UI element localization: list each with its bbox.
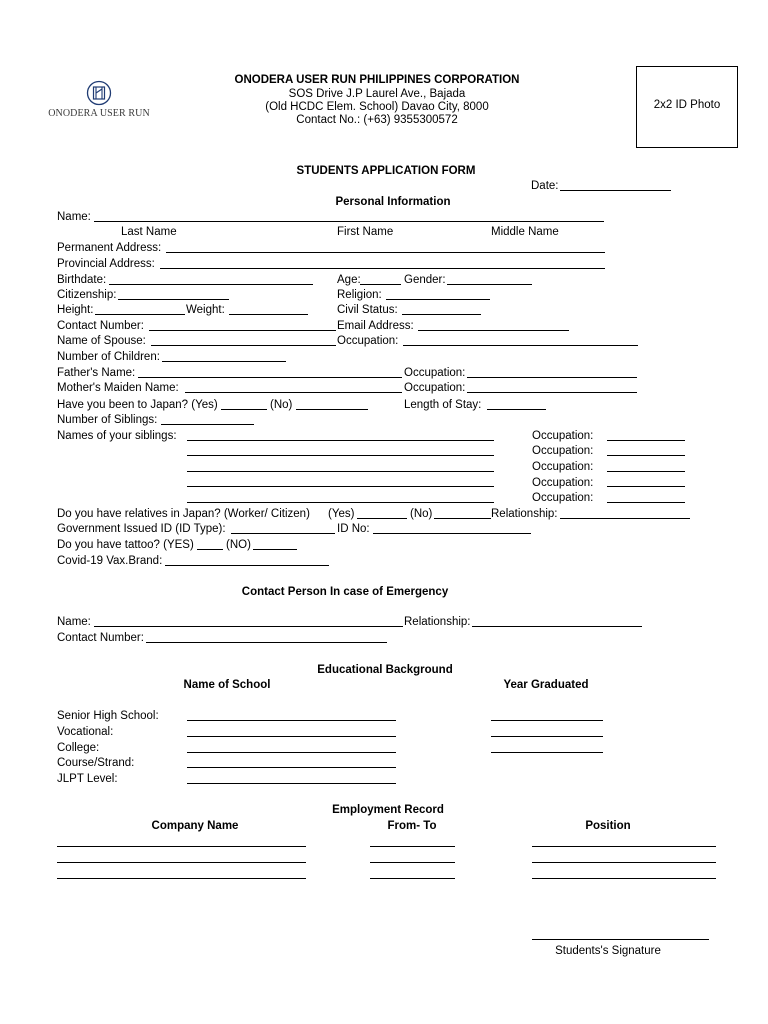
jlpt-label: JLPT Level: xyxy=(57,773,118,785)
relatives-no-label: (No) xyxy=(410,508,433,520)
mother-occupation-field[interactable] xyxy=(467,392,637,393)
college-year-field[interactable] xyxy=(491,752,603,753)
birthdate-field[interactable] xyxy=(109,284,313,285)
shs-year-field[interactable] xyxy=(491,720,603,721)
signature-field[interactable] xyxy=(532,939,709,940)
religion-field[interactable] xyxy=(386,299,490,300)
id-photo-label: 2x2 ID Photo xyxy=(653,99,721,111)
contact-number-field[interactable] xyxy=(149,330,336,331)
sibling-name-field[interactable] xyxy=(187,455,494,456)
children-label: Number of Children: xyxy=(57,351,160,363)
employment-company-field[interactable] xyxy=(57,846,306,847)
course-label: Course/Strand: xyxy=(57,757,135,769)
tattoo-no-label: (NO) xyxy=(226,539,251,551)
sibling-occupation-label: Occupation: xyxy=(532,477,594,489)
civil-status-label: Civil Status: xyxy=(337,304,398,316)
mother-occupation-label: Occupation: xyxy=(404,382,466,394)
tattoo-label: Do you have tattoo? (YES) xyxy=(57,539,194,551)
employment-company-field[interactable] xyxy=(57,862,306,863)
japan-visit-no-field[interactable] xyxy=(296,409,368,410)
mother-field[interactable] xyxy=(185,392,402,393)
course-field[interactable] xyxy=(187,767,396,768)
provincial-address-field[interactable] xyxy=(160,268,605,269)
spouse-field[interactable] xyxy=(151,345,336,346)
name-label: Name: xyxy=(57,211,91,223)
permanent-address-field[interactable] xyxy=(166,252,605,253)
employment-heading: Employment Record xyxy=(332,804,444,816)
father-occupation-label: Occupation: xyxy=(404,367,466,379)
japan-visit-no-label: (No) xyxy=(270,399,293,411)
company-column-header: Company Name xyxy=(151,820,239,832)
employment-dates-field[interactable] xyxy=(370,862,455,863)
sibling-occupation-label: Occupation: xyxy=(532,461,594,473)
company-address-line2: (Old HCDC Elem. School) Davao City, 8000 xyxy=(265,101,489,113)
tattoo-yes-field[interactable] xyxy=(197,549,223,550)
emergency-contact-label: Contact Number: xyxy=(57,632,144,644)
date-field[interactable] xyxy=(560,190,671,191)
sibling-name-field[interactable] xyxy=(187,440,494,441)
employment-position-field[interactable] xyxy=(532,846,716,847)
relatives-yes-label: (Yes) xyxy=(328,508,355,520)
covid-field[interactable] xyxy=(165,565,329,566)
college-label: College: xyxy=(57,742,100,754)
birthdate-label: Birthdate: xyxy=(57,274,107,286)
relatives-label: Do you have relatives in Japan? (Worker/ Citizen) xyxy=(57,508,310,520)
civil-status-field[interactable] xyxy=(402,314,481,315)
company-name: ONODERA USER RUN PHILIPPINES CORPORATION xyxy=(234,74,520,86)
vocational-label: Vocational: xyxy=(57,726,114,738)
weight-field[interactable] xyxy=(229,314,308,315)
siblings-count-field[interactable] xyxy=(161,424,254,425)
form-title: STUDENTS APPLICATION FORM xyxy=(296,165,476,177)
spouse-occupation-field[interactable] xyxy=(403,345,638,346)
provincial-address-label: Provincial Address: xyxy=(57,258,155,270)
from-to-column-header: From- To xyxy=(387,820,437,832)
spouse-label: Name of Spouse: xyxy=(57,335,146,347)
siblings-count-label: Number of Siblings: xyxy=(57,414,158,426)
contact-number-label: Contact Number: xyxy=(57,320,144,332)
employment-company-field[interactable] xyxy=(57,878,306,879)
weight-label: Weight: xyxy=(186,304,225,316)
emergency-relationship-label: Relationship: xyxy=(404,616,471,628)
signature-label: Students's Signature xyxy=(555,945,661,957)
length-of-stay-field[interactable] xyxy=(487,409,546,410)
sibling-occupation-field[interactable] xyxy=(607,486,685,487)
tattoo-no-field[interactable] xyxy=(253,549,297,550)
permanent-address-label: Permanent Address: xyxy=(57,242,162,254)
gender-field[interactable] xyxy=(447,284,532,285)
date-label: Date: xyxy=(531,180,559,192)
company-address-line1: SOS Drive J.P Laurel Ave., Bajada xyxy=(288,88,466,100)
id-no-field[interactable] xyxy=(373,533,531,534)
children-field[interactable] xyxy=(162,361,286,362)
logo-text: ONODERA USER RUN xyxy=(48,108,150,119)
shs-label: Senior High School: xyxy=(57,710,159,722)
middle-name-caption: Middle Name xyxy=(491,226,559,238)
citizenship-label: Citizenship: xyxy=(57,289,117,301)
company-logo xyxy=(40,74,158,124)
age-field[interactable] xyxy=(360,284,401,285)
sibling-occupation-field[interactable] xyxy=(607,440,685,441)
emergency-relationship-field[interactable] xyxy=(472,626,642,627)
company-contact: Contact No.: (+63) 9355300572 xyxy=(296,114,458,126)
employment-dates-field[interactable] xyxy=(370,878,455,879)
age-label: Age: xyxy=(337,274,361,286)
college-school-field[interactable] xyxy=(187,752,396,753)
citizenship-field[interactable] xyxy=(118,299,229,300)
gov-id-label: Government Issued ID (ID Type): xyxy=(57,523,226,535)
employment-position-field[interactable] xyxy=(532,878,716,879)
japan-visit-label: Have you been to Japan? (Yes) xyxy=(57,399,218,411)
mother-label: Mother's Maiden Name: xyxy=(57,382,179,394)
height-label: Height: xyxy=(57,304,94,316)
id-photo-box[interactable] xyxy=(636,66,738,148)
relatives-relationship-label: Relationship: xyxy=(491,508,558,520)
sibling-name-field[interactable] xyxy=(187,502,494,503)
sibling-occupation-label: Occupation: xyxy=(532,430,594,442)
gender-label: Gender: xyxy=(404,274,446,286)
vocational-year-field[interactable] xyxy=(491,736,603,737)
japan-visit-yes-field[interactable] xyxy=(221,409,267,410)
height-field[interactable] xyxy=(95,314,185,315)
email-field[interactable] xyxy=(418,330,569,331)
vocational-school-field[interactable] xyxy=(187,736,396,737)
sibling-occupation-field[interactable] xyxy=(607,471,685,472)
gov-id-type-field[interactable] xyxy=(231,533,335,534)
relatives-yes-field[interactable] xyxy=(357,518,407,519)
sibling-occupation-label: Occupation: xyxy=(532,445,594,457)
sibling-occupation-field[interactable] xyxy=(607,455,685,456)
covid-label: Covid-19 Vax.Brand: xyxy=(57,555,163,567)
emergency-name-field[interactable] xyxy=(94,626,403,627)
relatives-relationship-field[interactable] xyxy=(560,518,690,519)
year-column-header: Year Graduated xyxy=(503,679,589,691)
length-of-stay-label: Length of Stay: xyxy=(404,399,482,411)
last-name-caption: Last Name xyxy=(121,226,177,238)
father-field[interactable] xyxy=(138,377,402,378)
personal-info-heading: Personal Information xyxy=(335,196,451,208)
employment-dates-field[interactable] xyxy=(370,846,455,847)
id-no-label: ID No: xyxy=(337,523,370,535)
sibling-name-field[interactable] xyxy=(187,471,494,472)
emergency-contact-field[interactable] xyxy=(146,642,387,643)
onodera-logo-icon xyxy=(86,80,112,106)
school-column-header: Name of School xyxy=(183,679,271,691)
father-label: Father's Name: xyxy=(57,367,136,379)
shs-school-field[interactable] xyxy=(187,720,396,721)
position-column-header: Position xyxy=(585,820,631,832)
emergency-name-label: Name: xyxy=(57,616,91,628)
education-heading: Educational Background xyxy=(317,664,453,676)
father-occupation-field[interactable] xyxy=(467,377,637,378)
email-label: Email Address: xyxy=(337,320,414,332)
sibling-name-field[interactable] xyxy=(187,486,494,487)
siblings-names-label: Names of your siblings: xyxy=(57,430,177,442)
employment-position-field[interactable] xyxy=(532,862,716,863)
first-name-caption: First Name xyxy=(337,226,394,238)
jlpt-field[interactable] xyxy=(187,783,396,784)
sibling-occupation-label: Occupation: xyxy=(532,492,594,504)
religion-label: Religion: xyxy=(337,289,382,301)
relatives-no-field[interactable] xyxy=(434,518,491,519)
name-field[interactable] xyxy=(94,221,604,222)
spouse-occupation-label: Occupation: xyxy=(337,335,399,347)
emergency-heading: Contact Person In case of Emergency xyxy=(241,586,449,598)
sibling-occupation-field[interactable] xyxy=(607,502,685,503)
